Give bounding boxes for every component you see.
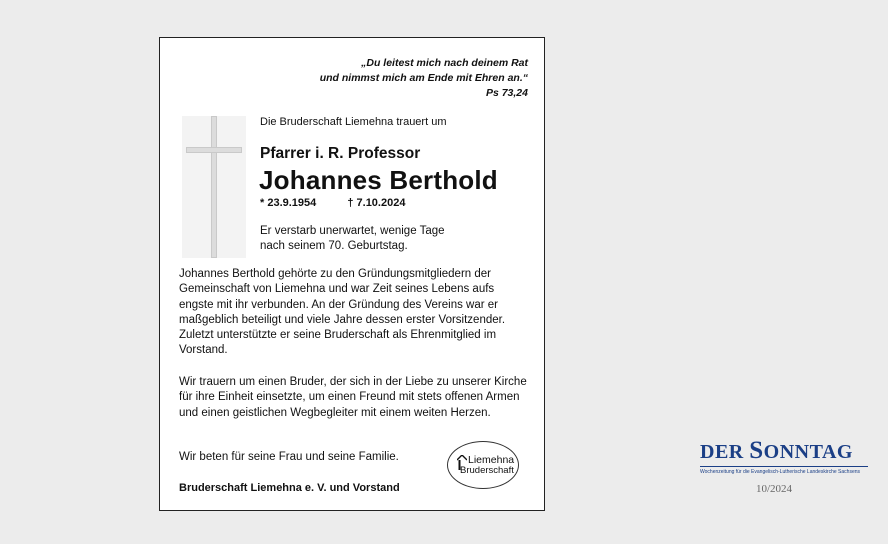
death-statement-line-2: nach seinem 70. Geburtstag.: [260, 240, 408, 252]
quote-line-2: und nimmst mich am Ende mit Ehren an.“: [319, 72, 528, 84]
bruderschaft-logo: [447, 441, 519, 489]
cross-icon: [182, 116, 246, 258]
death-statement-line-1: Er verstarb unerwartet, wenige Tage: [260, 225, 445, 237]
signature: Bruderschaft Liemehna e. V. und Vorstand: [179, 482, 400, 494]
publication-tagline: Wochenzeitung für die Evangelisch-Lutherische Landeskirche Sachsens: [700, 469, 861, 475]
death-statement: [260, 224, 500, 254]
deceased-title: Pfarrer i. R. Professor: [260, 145, 421, 162]
intro-text: Die Bruderschaft Liemehna trauert um: [260, 116, 447, 128]
death-date: † 7.10.2024: [347, 197, 406, 209]
publication-name: [700, 437, 868, 465]
deceased-name: Johannes Berthold: [259, 165, 498, 195]
obituary-notice: [159, 37, 545, 511]
brand-name-initial: S: [749, 437, 764, 464]
bible-quote: [228, 56, 528, 101]
brand-name-part-2: ONNTAG: [763, 441, 853, 463]
tribute-paragraph-1: Johannes Berthold gehörte zu den Gründungsmitgliedern der Gemeinschaft von Liemehna und war Zeit seines Lebens aufs engste mit ihr verbunden. An der Gründung des Vereins war er maßgeblich beteiligt und viele Jahre dessen erster Vorsitzender. Zuletzt unterstützte er seine Bruderschaft als Ehrenmitglied im Vorstand.: [179, 268, 506, 357]
issue-number: 10/2024: [756, 483, 793, 495]
quote-line-1: „Du leitest mich nach deinem Rat: [361, 57, 528, 69]
tribute-paragraph-2: Wir trauern um einen Bruder, der sich in der Liebe zu unserer Kirche für ihre Einheit einsetzte, um einen Freund mit stets offenen Armen und einen geistlichen Wegbegleiter mit einem weiten Herzen.: [179, 376, 527, 419]
logo-line-2: Bruderschaft: [460, 465, 514, 476]
logo-line-1: Liemehna: [468, 454, 515, 466]
publication-brand: [700, 437, 868, 475]
birth-date: * 23.9.1954: [260, 197, 317, 209]
tribute-paragraph-3: Wir beten für seine Frau und seine Familie.: [179, 451, 399, 463]
life-dates: [260, 197, 405, 209]
brand-divider: [700, 466, 868, 467]
quote-reference: Ps 73,24: [485, 87, 528, 99]
brand-name-part-1: DER: [700, 441, 750, 463]
